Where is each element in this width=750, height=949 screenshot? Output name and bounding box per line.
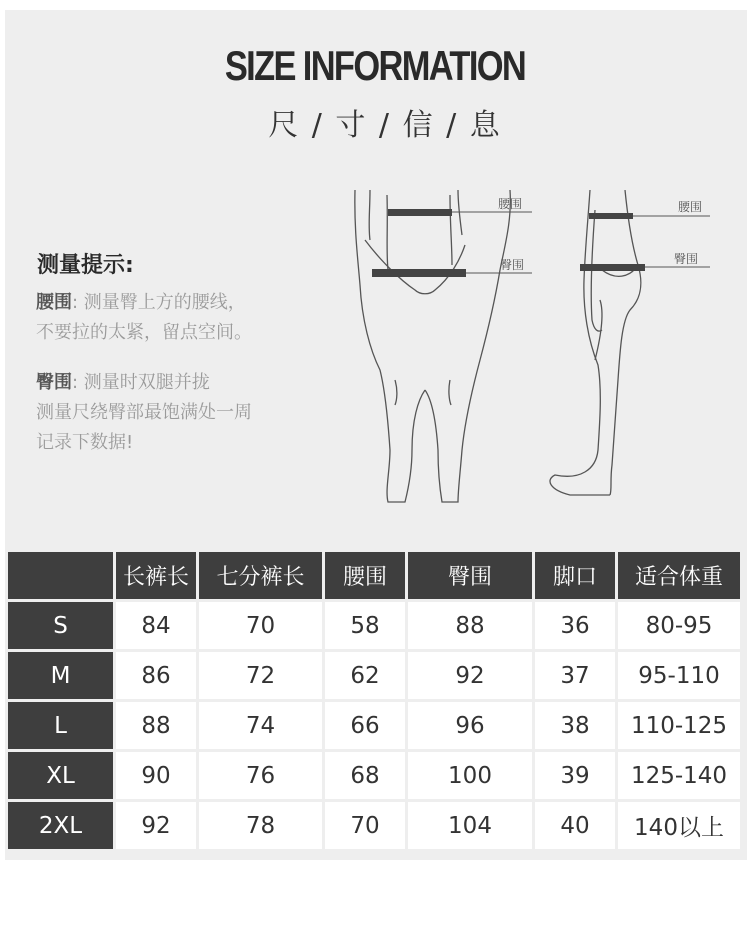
table-cell: 68 bbox=[325, 752, 405, 799]
table-cell: 125-140 bbox=[618, 752, 740, 799]
side-waist-band bbox=[589, 213, 633, 219]
table-cell: 100 bbox=[408, 752, 532, 799]
table-cell: 92 bbox=[408, 652, 532, 699]
size-cell: XL bbox=[8, 752, 113, 799]
size-cell: S bbox=[8, 602, 113, 649]
hip-tip bbox=[36, 368, 252, 458]
table-cell: 74 bbox=[199, 702, 322, 749]
table-row bbox=[8, 752, 740, 799]
table-header-cell: 腰围 bbox=[325, 552, 405, 599]
tips-heading: 测量提示: bbox=[37, 253, 134, 278]
table-header-cell bbox=[8, 552, 113, 599]
front-hip-band bbox=[372, 269, 466, 277]
table-header-cell: 七分裤长 bbox=[199, 552, 322, 599]
front-hip-label: 臀围 bbox=[500, 258, 525, 272]
page-subtitle: 尺 / 寸 / 信 / 息 bbox=[268, 108, 502, 143]
table-cell: 96 bbox=[408, 702, 532, 749]
size-cell: M bbox=[8, 652, 113, 699]
table-cell: 72 bbox=[199, 652, 322, 699]
table-header-cell: 脚口 bbox=[535, 552, 615, 599]
table-cell: 95-110 bbox=[618, 652, 740, 699]
table-cell: 37 bbox=[535, 652, 615, 699]
waist-tip-line1: : 测量臀上方的腰线， bbox=[72, 292, 246, 313]
table-cell: 38 bbox=[535, 702, 615, 749]
table-row bbox=[8, 652, 740, 699]
side-hip-band bbox=[580, 264, 645, 271]
table-cell: 40 bbox=[535, 802, 615, 849]
table-cell: 76 bbox=[199, 752, 322, 799]
waist-tip-label: 腰围 bbox=[36, 292, 72, 313]
size-cell: 2XL bbox=[8, 802, 113, 849]
size-table bbox=[5, 549, 743, 852]
table-cell: 70 bbox=[199, 602, 322, 649]
table-cell: 84 bbox=[116, 602, 196, 649]
table-cell: 90 bbox=[116, 752, 196, 799]
table-cell: 92 bbox=[116, 802, 196, 849]
table-header-row bbox=[8, 552, 740, 599]
side-waist-label: 腰围 bbox=[678, 200, 703, 214]
table-cell: 88 bbox=[408, 602, 532, 649]
hip-tip-line2: 测量尺绕臀部最饱满处一周 bbox=[36, 402, 252, 423]
table-cell: 88 bbox=[116, 702, 196, 749]
front-waist-band bbox=[388, 209, 452, 216]
table-cell: 62 bbox=[325, 652, 405, 699]
hip-tip-label: 臀围 bbox=[36, 372, 72, 393]
hip-tip-line3: 记录下数据! bbox=[36, 432, 134, 453]
size-cell: L bbox=[8, 702, 113, 749]
table-cell: 78 bbox=[199, 802, 322, 849]
waist-tip bbox=[36, 288, 252, 348]
front-waist-label: 腰围 bbox=[498, 197, 523, 211]
table-cell: 110-125 bbox=[618, 702, 740, 749]
table-header-cell: 臀围 bbox=[408, 552, 532, 599]
page-title: SIZE INFORMATION bbox=[224, 42, 526, 89]
table-row bbox=[8, 702, 740, 749]
table-cell: 70 bbox=[325, 802, 405, 849]
table-header-cell: 长裤长 bbox=[116, 552, 196, 599]
hip-tip-line1: : 测量时双腿并拢 bbox=[72, 372, 210, 393]
table-row bbox=[8, 602, 740, 649]
side-hip-label: 臀围 bbox=[674, 252, 699, 266]
front-body-illustration bbox=[340, 190, 540, 510]
table-cell: 86 bbox=[116, 652, 196, 699]
table-row bbox=[8, 802, 740, 849]
side-body-illustration bbox=[540, 190, 720, 505]
table-cell: 58 bbox=[325, 602, 405, 649]
table-cell: 104 bbox=[408, 802, 532, 849]
table-cell: 66 bbox=[325, 702, 405, 749]
table-cell: 36 bbox=[535, 602, 615, 649]
waist-tip-line2: 不要拉的太紧，留点空间。 bbox=[36, 322, 252, 343]
table-cell: 80-95 bbox=[618, 602, 740, 649]
table-cell: 140以上 bbox=[618, 802, 740, 849]
table-header-cell: 适合体重 bbox=[618, 552, 740, 599]
table-cell: 39 bbox=[535, 752, 615, 799]
